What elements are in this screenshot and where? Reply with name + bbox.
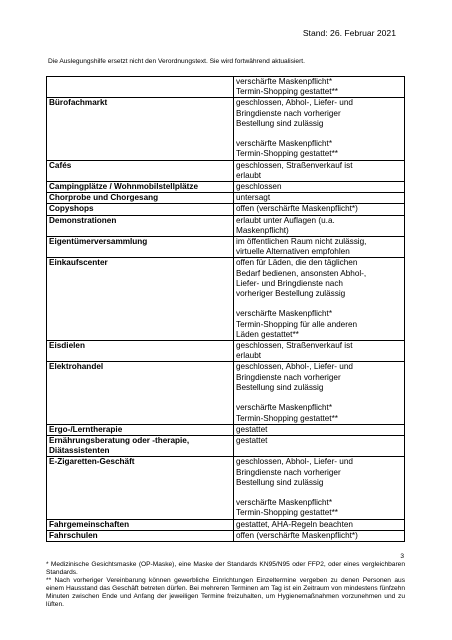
disclaimer-note: Die Auslegungshilfe ersetzt nicht den Verordnungstext. Sie wird fortwährend aktualisiert.: [48, 58, 305, 65]
row-category: Fahrgemeinschaften: [47, 519, 234, 530]
row-rule: geschlossen: [234, 182, 405, 193]
row-rule: erlaubt unter Auflagen (u.a. Maskenpflicht): [234, 215, 405, 236]
table-row: [47, 258, 405, 341]
footnotes: [46, 561, 405, 610]
table-row: [47, 457, 405, 519]
table-row: [47, 160, 405, 181]
table-row: [47, 341, 405, 362]
document-date: Stand: 26. Februar 2021: [302, 28, 396, 38]
footnote-mask: * Medizinische Gesichtsmaske (OP-Maske), eine Maske der Standards KN95/N95 oder FFP2, oder eines vergleichbaren Standards.: [46, 561, 405, 577]
page-number: 3: [400, 553, 404, 560]
regulations-table: [46, 76, 405, 542]
row-rule: verschärfte Maskenpflicht* Termin-Shopping gestattet**: [234, 77, 405, 98]
table-row: [47, 98, 405, 160]
row-rule: im öffentlichen Raum nicht zulässig, virtuelle Alternativen empfohlen: [234, 237, 405, 258]
row-category: Demonstrationen: [47, 215, 234, 236]
row-rule: geschlossen, Straßenverkauf ist erlaubt: [234, 160, 405, 181]
row-category: Fahrschulen: [47, 530, 234, 541]
row-category: Einkaufscenter: [47, 258, 234, 341]
table-row: [47, 182, 405, 193]
table-row: [47, 435, 405, 456]
row-category: [47, 77, 234, 98]
row-category: Chorprobe und Chorgesang: [47, 193, 234, 204]
row-category: Eisdielen: [47, 341, 234, 362]
row-category: Campingplätze / Wohnmobilstellplätze: [47, 182, 234, 193]
row-category: Bürofachmarkt: [47, 98, 234, 160]
row-rule: offen (verschärfte Maskenpflicht*): [234, 204, 405, 215]
row-rule: gestattet: [234, 435, 405, 456]
table-row: [47, 237, 405, 258]
row-rule: gestattet: [234, 424, 405, 435]
table-row: [47, 193, 405, 204]
table-row: [47, 204, 405, 215]
row-rule: offen (verschärfte Maskenpflicht*): [234, 530, 405, 541]
row-category: Ernährungsberatung oder -therapie, Diätassistenten: [47, 435, 234, 456]
footnote-termin-shopping: ** Nach vorheriger Vereinbarung können gewerbliche Einrichtungen Einzeltermine vergeben zu denen Personen aus einem Hausstand das Geschäft betreten dürfen. Bei mehreren Terminen am Tag ist ein Zeitraum von mindestens fünfzehn Minuten zwischen Ende und Anfang der jeweiligen Termine freizuhalten, um Hygienemaßnahmen vorzunehmen und zu lüften.: [46, 577, 405, 609]
row-category: Copyshops: [47, 204, 234, 215]
row-rule: geschlossen, Abhol-, Liefer- und Bringdienste nach vorheriger Bestellung sind zulässig verschärfte Maskenpflicht* Termin-Shopping gestattet**: [234, 362, 405, 424]
table-row: [47, 530, 405, 541]
row-category: E-Zigaretten-Geschäft: [47, 457, 234, 519]
row-rule: gestattet, AHA-Regeln beachten: [234, 519, 405, 530]
row-rule: geschlossen, Abhol-, Liefer- und Bringdienste nach vorheriger Bestellung sind zulässig verschärfte Maskenpflicht* Termin-Shopping gestattet**: [234, 98, 405, 160]
row-rule: geschlossen, Straßenverkauf ist erlaubt: [234, 341, 405, 362]
row-rule: untersagt: [234, 193, 405, 204]
row-category: Elektrohandel: [47, 362, 234, 424]
table-row: [47, 215, 405, 236]
row-category: Eigentümerversammlung: [47, 237, 234, 258]
table-row: [47, 424, 405, 435]
table-row: [47, 77, 405, 98]
table-row: [47, 362, 405, 424]
row-category: Cafés: [47, 160, 234, 181]
row-rule: geschlossen, Abhol-, Liefer- und Bringdienste nach vorheriger Bestellung sind zulässig verschärfte Maskenpflicht* Termin-Shopping gestattet**: [234, 457, 405, 519]
table-row: [47, 519, 405, 530]
row-rule: offen für Läden, die den täglichen Bedarf bedienen, ansonsten Abhol-, Liefer- und Bringdienste nach vorheriger Bestellung zulässig verschärfte Maskenpflicht* Termin-Shopping für alle anderen Läden gestattet**: [234, 258, 405, 341]
row-category: Ergo-/Lerntherapie: [47, 424, 234, 435]
